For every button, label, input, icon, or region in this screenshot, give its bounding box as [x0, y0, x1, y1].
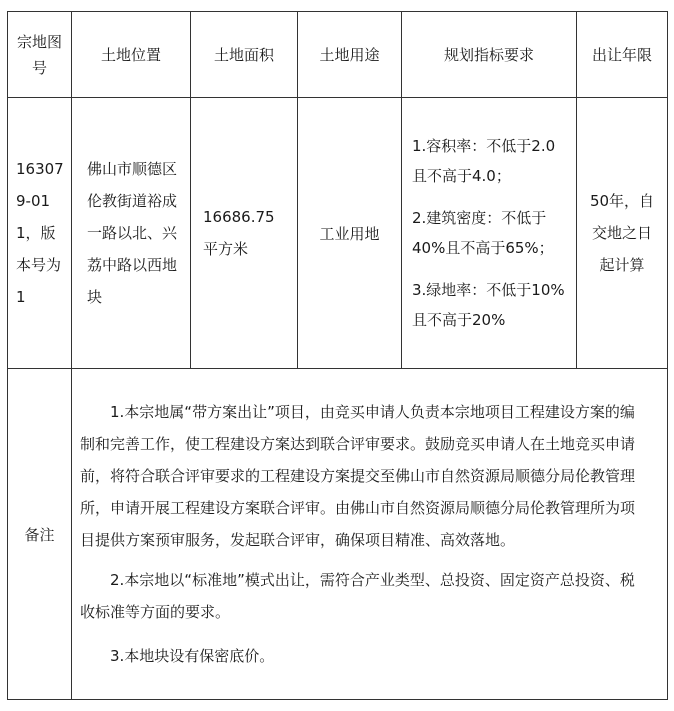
header-area: 土地面积: [191, 12, 298, 98]
remark-2: 2.本宗地以“标准地”模式出让，需符合产业类型、总投资、固定资产总投资、税收标准等方面的要求。: [80, 571, 635, 621]
parcel-location: 佛山市顺德区伦教街道裕成一路以北、兴荔中路以西地块: [72, 98, 191, 369]
parcel-id: 163079-011，版本号为1: [8, 98, 72, 369]
remarks-content: [72, 369, 668, 700]
header-use: 土地用途: [298, 12, 402, 98]
header-row: [8, 12, 668, 98]
parcel-area: 16686.75平方米: [191, 98, 298, 369]
parcel-row: [8, 98, 668, 369]
header-term: 出让年限: [577, 12, 668, 98]
header-parcel-no: 宗地图号: [8, 12, 72, 98]
parcel-term: 50年，自交地之日起计算: [577, 98, 668, 369]
requirement-green-ratio: 3.绿地率：不低于10%且不高于20%: [412, 281, 565, 329]
header-planning: 规划指标要求: [402, 12, 577, 98]
requirement-floor-area-ratio: 1.容积率：不低于2.0且不高于4.0；: [412, 137, 556, 185]
header-location: 土地位置: [72, 12, 191, 98]
land-parcel-table: [7, 11, 668, 700]
remark-1: 1.本宗地属“带方案出让”项目，由竞买申请人负责本宗地项目工程建设方案的编制和完善工作，使工程建设方案达到联合评审要求。鼓励竞买申请人在土地竞买申请前，将符合联合评审要求的工程建设方案提交至佛山市自然资源局顺德分局伦教管理所，申请开展工程建设方案联合评审。由佛山市自然资源局顺德分局伦教管理所为项目提供方案预审服务，发起联合评审，确保项目精准、高效落地。: [80, 403, 636, 549]
remarks-label: 备注: [8, 369, 72, 700]
parcel-use: 工业用地: [298, 98, 402, 369]
remarks-row: [8, 369, 668, 700]
requirement-building-density: 2.建筑密度：不低于40%且不高于65%；: [412, 209, 554, 257]
remark-3: 3.本地块设有保密底价。: [110, 647, 275, 665]
planning-requirements: [402, 98, 577, 369]
